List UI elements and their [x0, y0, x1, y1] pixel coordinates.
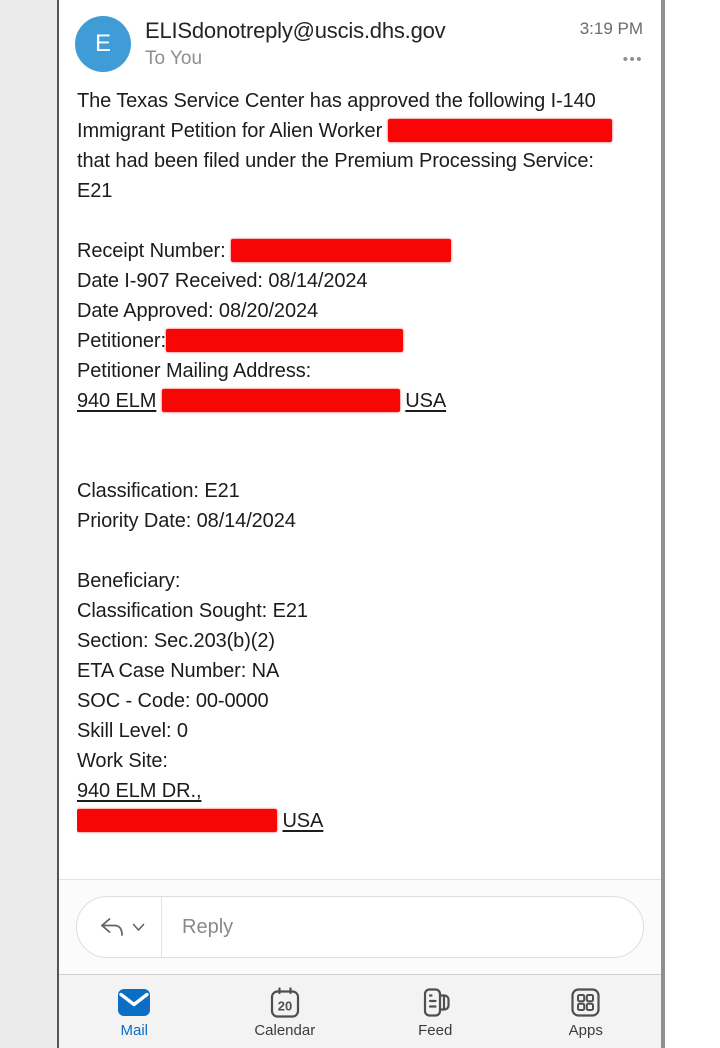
body-text: Petitioner:	[77, 330, 166, 352]
redaction-bar	[231, 239, 451, 262]
body-text: that had been filed under the Premium Processing Service:	[77, 150, 594, 172]
tab-mail[interactable]	[59, 975, 210, 1048]
body-text: Date I-907 Received: 08/14/2024	[77, 270, 368, 292]
address-link[interactable]: USA	[405, 390, 447, 412]
tab-calendar[interactable]	[210, 975, 361, 1048]
email-body-line	[77, 176, 643, 206]
address-link[interactable]: 940 ELM	[77, 390, 157, 412]
reply-arrow-icon	[99, 916, 125, 938]
avatar[interactable]: E	[75, 16, 131, 72]
body-text: Priority Date: 08/14/2024	[77, 510, 296, 532]
email-body-line	[77, 596, 643, 626]
email-body-line	[77, 746, 643, 776]
body-text: ETA Case Number: NA	[77, 660, 280, 682]
feed-icon	[418, 987, 452, 1019]
reply-section	[59, 879, 661, 974]
tab-feed-label: Feed	[418, 1021, 453, 1039]
email-body-line	[77, 266, 643, 296]
body-text: The Texas Service Center has approved the following I-140	[77, 90, 596, 112]
email-body-line	[77, 776, 643, 806]
tab-apps[interactable]	[511, 975, 662, 1048]
address-link[interactable]: 940 ELM DR.,	[77, 780, 202, 802]
bottom-tab-bar	[59, 974, 661, 1048]
email-body-line	[77, 386, 643, 416]
mail-icon	[117, 987, 151, 1019]
recipient-line[interactable]: To You	[145, 48, 203, 69]
email-body-line	[77, 686, 643, 716]
email-body-line	[77, 356, 643, 386]
email-body-line	[77, 476, 643, 506]
left-margin-strip	[0, 0, 57, 1048]
timestamp: 3:19 PM	[579, 19, 643, 38]
sender-email: ELISdonotreply@uscis.dhs.gov	[145, 18, 446, 43]
body-text: Classification: E21	[77, 480, 240, 502]
body-text: Classification Sought: E21	[77, 600, 308, 622]
header-right	[580, 16, 643, 70]
email-body-line	[77, 416, 643, 446]
email-body-line	[77, 506, 643, 536]
tab-feed[interactable]	[360, 975, 511, 1048]
email-body	[59, 78, 661, 879]
tab-apps-label: Apps	[568, 1021, 603, 1039]
email-body-line	[77, 326, 643, 356]
tab-mail-label: Mail	[120, 1021, 148, 1039]
body-text: Skill Level: 0	[77, 720, 188, 742]
email-body-line	[77, 446, 643, 476]
chevron-down-icon	[132, 923, 145, 932]
redaction-bar	[162, 389, 400, 412]
body-text: SOC - Code: 00-0000	[77, 690, 269, 712]
body-text: Section: Sec.203(b)(2)	[77, 630, 275, 652]
body-text: Receipt Number:	[77, 240, 232, 262]
reply-field[interactable]: Reply	[182, 915, 234, 938]
body-text: Work Site:	[77, 750, 168, 772]
body-text: Beneficiary:	[77, 570, 181, 592]
email-body-line	[77, 716, 643, 746]
body-text: Petitioner Mailing Address:	[77, 360, 312, 382]
sender-block	[145, 16, 580, 72]
email-body-line	[77, 566, 643, 596]
redaction-bar	[166, 329, 403, 352]
email-body-line	[77, 206, 643, 236]
calendar-icon	[268, 987, 302, 1019]
body-text: E21	[77, 180, 113, 202]
more-options-button[interactable]: •••	[622, 51, 643, 68]
email-body-line	[77, 806, 643, 836]
email-body-line	[77, 146, 643, 176]
body-text: Date Approved: 08/20/2024	[77, 300, 319, 322]
email-body-line	[77, 296, 643, 326]
screen-right-border	[661, 0, 665, 1048]
email-body-line	[77, 86, 643, 116]
address-link[interactable]: USA	[282, 810, 324, 832]
redaction-bar	[77, 809, 277, 832]
email-header	[59, 0, 661, 78]
email-body-line	[77, 236, 643, 266]
mail-reading-pane	[59, 0, 661, 1048]
redaction-bar	[388, 119, 612, 142]
email-body-line	[77, 536, 643, 566]
reply-type-selector[interactable]	[77, 897, 161, 957]
body-text: Immigrant Petition for Alien Worker	[77, 120, 388, 142]
reply-bar	[76, 896, 644, 958]
email-body-line	[77, 116, 643, 146]
email-body-line	[77, 626, 643, 656]
email-body-line	[77, 656, 643, 686]
svg-text:20: 20	[277, 998, 292, 1013]
apps-icon	[569, 987, 602, 1019]
tab-calendar-label: Calendar	[254, 1021, 316, 1039]
